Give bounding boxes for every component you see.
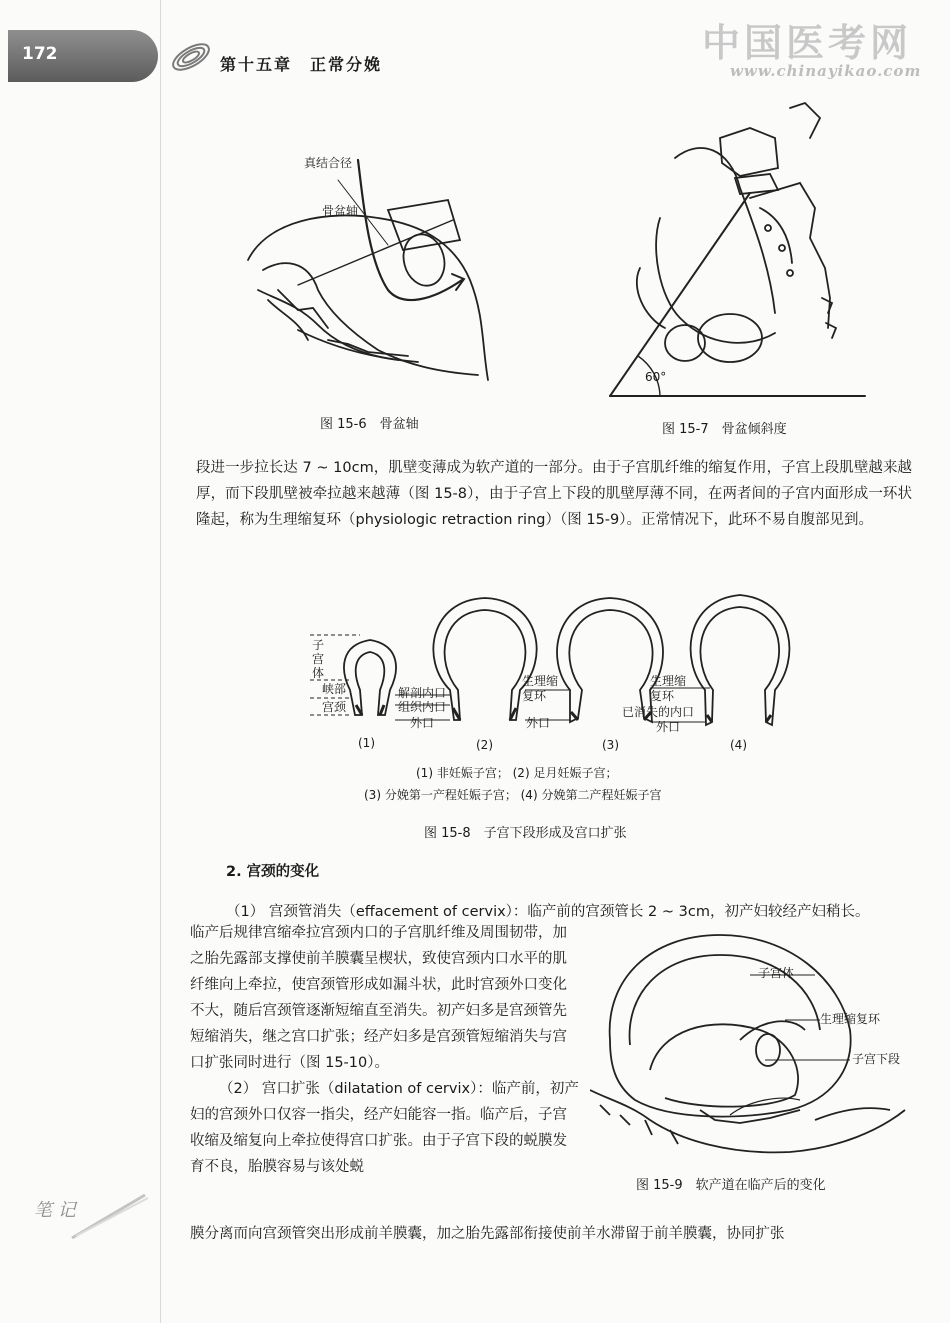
site-watermark: 中国医考网 [702, 20, 913, 65]
item-cervical-dilatation: （2） 宫口扩张（dilatation of cervix）：临产前，初产妇的宫颈外口仅容一指尖，经产妇能容一指。临产后，子宫收缩及缩复向上牵拉使得宫口扩张。由于子宫下段的蜕膜发育不良，胎膜容易与该处蜕 [190, 1081, 579, 1175]
notes-margin-label: 笔 记 [34, 1200, 76, 1221]
label-lower-uterine-segment: 子宫下段 [852, 1052, 901, 1066]
label-cervix: 宫颈 [322, 700, 347, 714]
panel-number: (4) [730, 738, 747, 752]
panel-number: (2) [476, 738, 493, 752]
label-uterine-body: 子宫体 [758, 966, 795, 980]
margin-divider [160, 0, 161, 1323]
caption-figure-15-7: 图 15-7 骨盆倾斜度 [662, 422, 787, 437]
label-retraction-ring: 生理缩 复环 [522, 674, 559, 703]
caption-figure-15-9: 图 15-9 软产道在临产后的变化 [636, 1178, 826, 1193]
label-uterine-body: 子 宫 体 [312, 638, 325, 680]
soft-birth-canal-illustration [590, 920, 915, 1170]
label-true-conjugate: 真结合径 [304, 156, 353, 170]
caption-figure-15-8: 图 15-8 子宫下段形成及宫口扩张 [424, 826, 627, 841]
label-inclination-angle: 60° [645, 370, 667, 384]
item-cervical-dilatation-continued: 膜分离而向宫颈管突出形成前羊膜囊，加之胎先露部衔接使前羊水滞留于前羊膜囊，协同扩张 [190, 1226, 785, 1242]
effacement-paragraph [190, 920, 580, 1180]
section-heading: 2. 宫颈的变化 [226, 864, 320, 880]
pen-icon [70, 1190, 150, 1240]
chapter-ornament-icon [168, 34, 214, 80]
site-watermark-url: www.chinayikao.com [730, 62, 922, 80]
page-number: 172 [22, 44, 58, 64]
pelvic-axis-illustration [238, 140, 498, 395]
pelvic-inclination-illustration [600, 98, 870, 403]
label-retraction-ring: 生理缩复环 [820, 1012, 881, 1026]
figure-15-7 [600, 98, 870, 403]
panel-number: (1) [358, 736, 375, 750]
paragraph-retraction-ring [196, 455, 912, 533]
label-external-os: 外口 [410, 716, 435, 730]
figure-15-6 [238, 140, 498, 395]
panel-number: (3) [602, 738, 619, 752]
figure-15-8-legend: (1) 非妊娠子宫； (2) 足月妊娠子宫； [416, 766, 618, 780]
label-pelvic-axis: 骨盆轴 [322, 204, 359, 218]
paragraph-text: 临产后规律宫缩牵拉宫颈内口的子宫肌纤维及周围韧带，加之胎先露部支撑使前羊膜囊呈楔状，致使宫颈内口水平的肌纤维向上牵拉，使宫颈管形成如漏斗状，此时宫颈外口变化不大，随后宫颈管逐渐短缩直至消失。初产妇多是宫颈管先短缩消失，继之宫口扩张；经产妇多是宫颈管短缩消失与宫口扩张同时进行（图 15-10）。 [190, 925, 567, 1071]
figure-15-8 [300, 590, 800, 752]
label-retraction-ring: 生理缩 复环 [650, 674, 687, 703]
figure-15-8-legend: (3) 分娩第一产程妊娠子宫； (4) 分娩第二产程妊娠子宫 [364, 788, 662, 802]
item-cervical-effacement: （1） 宫颈管消失（effacement of cervix）：临产前的宫颈管长 2 ~ 3cm，初产妇较经产妇稍长。 [226, 904, 870, 920]
paragraph-text: 段进一步拉长达 7 ~ 10cm，肌壁变薄成为软产道的一部分。由于子宫肌纤维的缩复作用，子宫上段肌壁越来越厚，而下段肌壁被牵拉越来越薄（图 15-8），由于子宫上下段的肌壁厚薄不同，在两者间的子宫内面形成一环状隆起，称为生理缩复环（physiologic retraction ring）（图 15-9）。正常情况下，此环不易自腹部见到。 [196, 460, 912, 528]
caption-figure-15-6: 图 15-6 骨盆轴 [320, 417, 419, 432]
label-vanished-internal-os: 已消失的内口 [622, 705, 695, 719]
label-external-os: 外口 [526, 716, 551, 730]
chapter-title: 第十五章 正常分娩 [220, 55, 383, 74]
label-external-os: 外口 [656, 720, 681, 734]
figure-15-9 [590, 920, 915, 1170]
label-histologic-internal-os: 组织内口 [398, 700, 447, 714]
label-anatomic-internal-os: 解剖内口 [398, 686, 447, 700]
label-isthmus: 峡部 [322, 682, 347, 696]
